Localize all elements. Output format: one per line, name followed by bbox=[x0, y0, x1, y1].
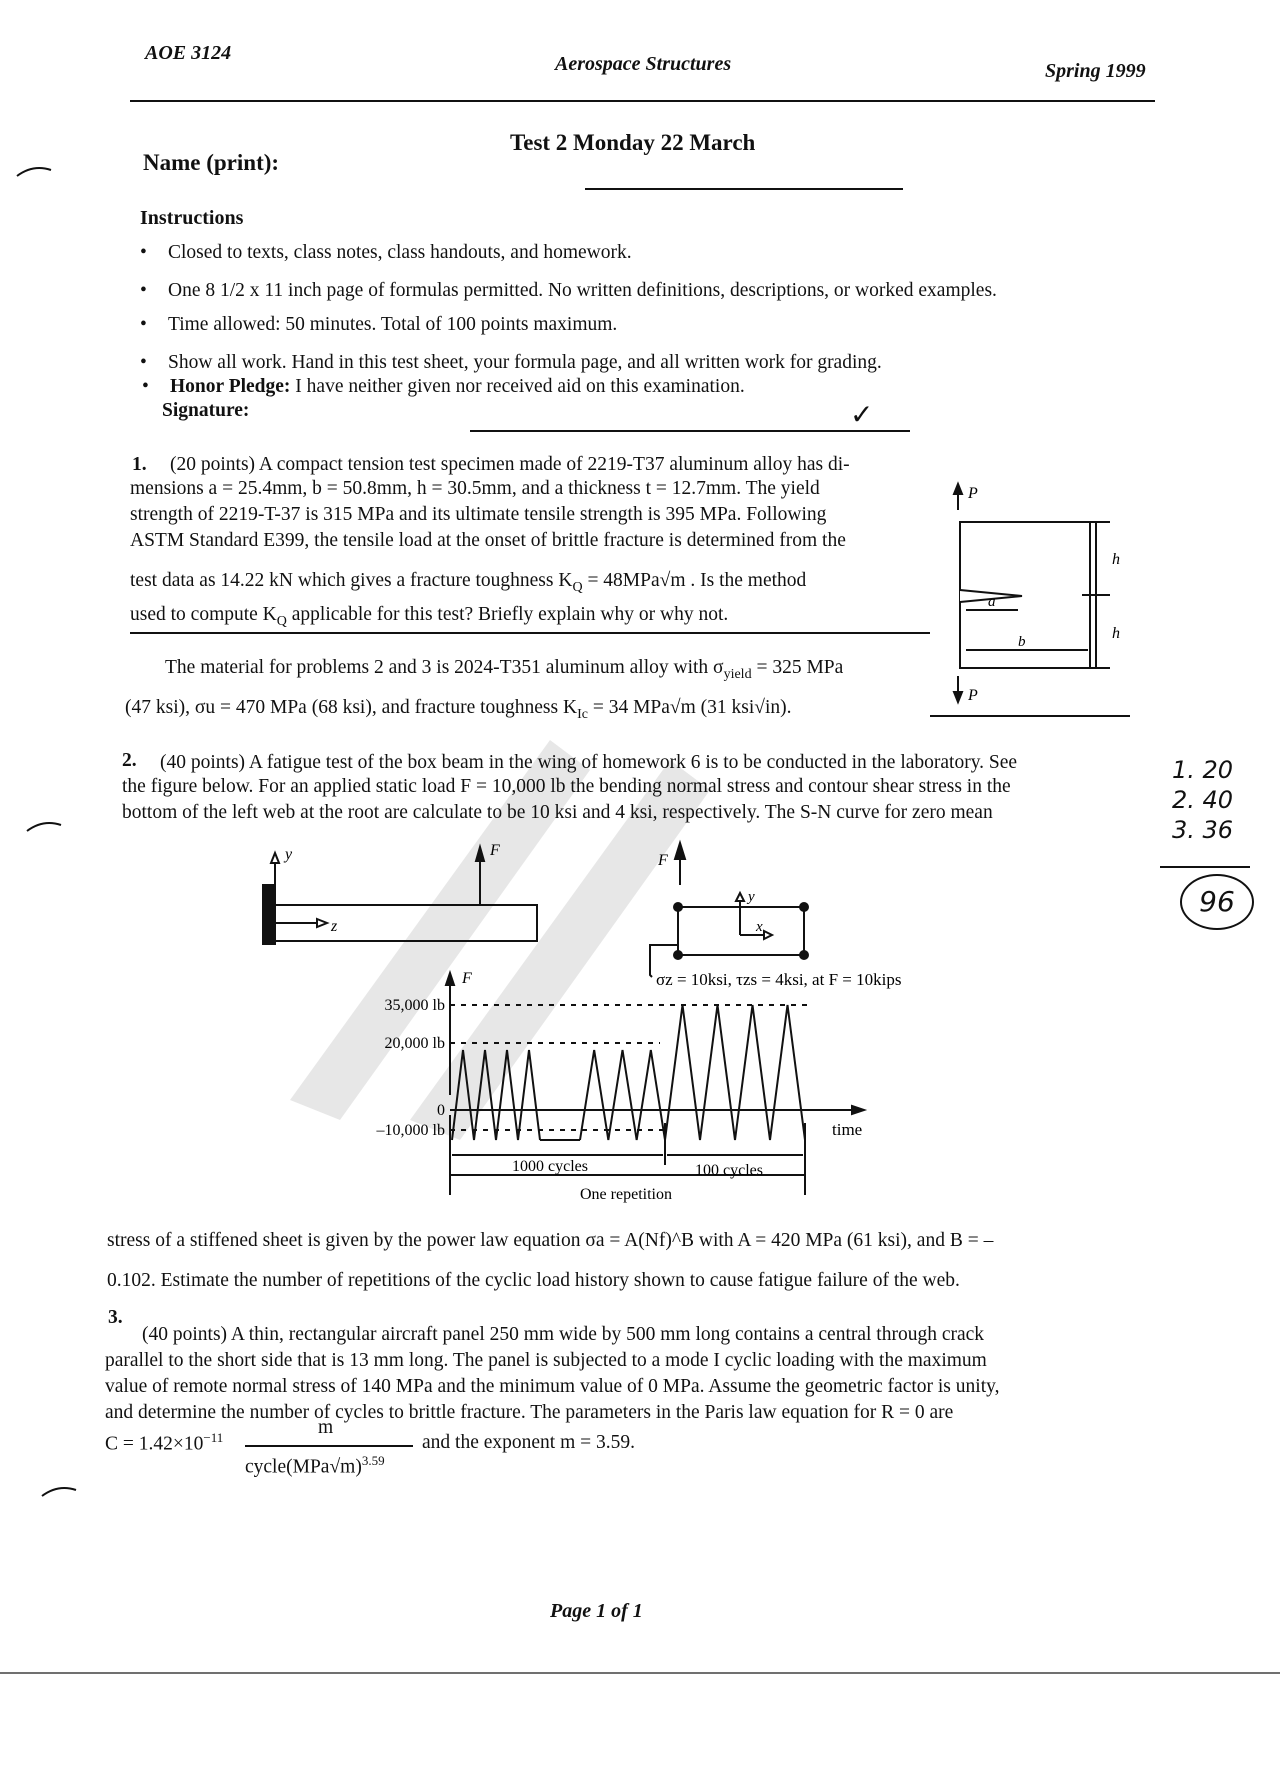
beam-z-label: z bbox=[331, 918, 338, 935]
h-label-upper: h bbox=[1112, 551, 1120, 568]
problem2-line: stress of a stiffened sheet is given by the power law equation σa = A(Nf)^B with A = 420 MPa (61 ksi), and B = – bbox=[107, 1230, 994, 1251]
level-label: 20,000 lb bbox=[384, 1035, 445, 1052]
problem1-line-kq bbox=[130, 568, 806, 601]
header-rule bbox=[130, 100, 1155, 102]
load-cycles-segment2 bbox=[665, 1005, 805, 1140]
section-f-label: F bbox=[658, 852, 668, 869]
margin-mark-icon bbox=[15, 160, 55, 180]
problem2-line: bottom of the left web at the root are calculate to be 10 ksi and 4 ksi, respectively. The S-N curve for zero mean bbox=[122, 802, 993, 823]
course-code: AOE 3124 bbox=[145, 42, 232, 64]
load-cycles-segment1a bbox=[452, 1050, 540, 1140]
c-text: C = 1.42×10 bbox=[105, 1433, 204, 1455]
problem2-number: 2. bbox=[122, 750, 137, 771]
grade-line: 1. 20 bbox=[1172, 756, 1234, 784]
margin-mark-icon bbox=[25, 815, 65, 835]
load-history-chart bbox=[340, 965, 900, 1205]
c-denominator bbox=[245, 1448, 385, 1481]
ct-specimen-figure bbox=[930, 480, 1130, 730]
segment2-label: 100 cycles bbox=[695, 1162, 763, 1179]
paris-c-label bbox=[105, 1425, 223, 1458]
level-label: 35,000 lb bbox=[384, 997, 445, 1014]
material-line2-rest: = 34 MPa√m (31 ksi√in). bbox=[587, 697, 792, 718]
page-footer: Page 1 of 1 bbox=[550, 1600, 643, 1622]
p-bottom-label: P bbox=[968, 687, 978, 704]
problem1-rule bbox=[130, 632, 930, 634]
material-note-line1 bbox=[165, 655, 843, 688]
problem1-number: 1. bbox=[132, 454, 147, 475]
yield-sub: yield bbox=[723, 666, 752, 682]
problem1-line-method bbox=[130, 602, 728, 635]
paris-tail: and the exponent m = 3.59. bbox=[422, 1432, 635, 1453]
load-wave bbox=[452, 1005, 805, 1140]
c-den-text: cycle(MPa√m) bbox=[245, 1456, 362, 1478]
c-exp: −11 bbox=[203, 1430, 224, 1445]
h-label-lower: h bbox=[1112, 625, 1120, 642]
stress-label: σz = 10ksi, τzs = 4ksi, at F = 10kips bbox=[656, 970, 902, 989]
name-line[interactable] bbox=[585, 188, 903, 190]
instruction-item: • Closed to texts, class notes, class handouts, and homework. bbox=[168, 240, 632, 266]
beam-y-label: y bbox=[285, 846, 293, 863]
kq-sub: Q bbox=[572, 579, 583, 595]
section-y-label: y bbox=[748, 889, 755, 905]
test-title: Test 2 Monday 22 March bbox=[510, 130, 756, 155]
kic-sub: Ic bbox=[577, 706, 588, 722]
instruction-item: • Time allowed: 50 minutes. Total of 100 points maximum. bbox=[168, 312, 617, 338]
scan-edge-line bbox=[0, 1672, 1280, 1674]
repetition-label: One repetition bbox=[580, 1186, 672, 1203]
grade-line: 2. 40 bbox=[1172, 786, 1234, 814]
c-numerator: m bbox=[318, 1417, 334, 1438]
problem1-line: (20 points) A compact tension test specimen made of 2219-T37 aluminum alloy has di- bbox=[170, 454, 850, 475]
course-subject: Aerospace Structures bbox=[555, 53, 732, 75]
material-line1b: = 325 MPa bbox=[751, 657, 844, 678]
grade-rule bbox=[1160, 866, 1250, 868]
kq-value: = 48MPa√m . Is the method bbox=[582, 570, 807, 591]
problem3-line: parallel to the short side that is 13 mm long. The panel is subjected to a mode I cyclic loading with the maximum bbox=[105, 1350, 987, 1371]
material-note-line2 bbox=[125, 695, 792, 728]
instruction-item: • Show all work. Hand in this test sheet, your formula page, and all written work for grading. bbox=[168, 350, 882, 376]
problem3-line: value of remote normal stress of 140 MPa and the minimum value of 0 MPa. Assume the geometric factor is unity, bbox=[105, 1376, 1000, 1397]
material-line2: (47 ksi), σu = 470 MPa (68 ksi), and fracture toughness K bbox=[125, 697, 578, 718]
load-axis-label: F bbox=[462, 970, 472, 987]
problem3-number: 3. bbox=[108, 1307, 123, 1328]
check-mark-icon: ✓ bbox=[850, 398, 874, 431]
margin-mark-icon bbox=[40, 1480, 80, 1500]
honor-text: I have neither given nor received aid on this examination. bbox=[295, 376, 745, 397]
problem3-line: (40 points) A thin, rectangular aircraft panel 250 mm wide by 500 mm long contains a central through crack bbox=[142, 1324, 985, 1345]
b-label: b bbox=[1018, 634, 1026, 650]
segment1-label: 1000 cycles bbox=[512, 1158, 588, 1175]
honor-label: Honor Pledge: bbox=[170, 376, 291, 397]
p-top-label: P bbox=[968, 485, 978, 502]
problem1-line: strength of 2219-T-37 is 315 MPa and its ultimate tensile strength is 395 MPa. Following bbox=[130, 504, 827, 525]
kq-sub2: Q bbox=[276, 613, 287, 629]
a-label: a bbox=[988, 594, 996, 610]
beam-f-label: F bbox=[490, 842, 500, 859]
wall-support bbox=[263, 885, 275, 945]
problem2-line: (40 points) A fatigue test of the box beam in the wing of homework 6 is to be conducted in the laboratory. See bbox=[160, 752, 1018, 773]
method-text: used to compute K bbox=[130, 604, 277, 625]
load-cycles-segment1b bbox=[580, 1050, 665, 1140]
problem1-line: ASTM Standard E399, the tensile load at the onset of brittle fracture is determined from the bbox=[130, 530, 846, 551]
signature-line[interactable] bbox=[470, 430, 910, 432]
c-den-exp: 3.59 bbox=[361, 1453, 385, 1468]
problem2-line: the figure below. For an applied static load F = 10,000 lb the bending normal stress and contour shear stress in the bbox=[122, 776, 1011, 797]
name-label: Name (print): bbox=[143, 150, 280, 175]
kq-text: test data as 14.22 kN which gives a fracture toughness K bbox=[130, 570, 573, 591]
level-label: 0 bbox=[437, 1102, 445, 1119]
cantilever-beam-figure bbox=[255, 835, 555, 945]
instructions-heading: Instructions bbox=[140, 207, 244, 229]
signature-label: Signature: bbox=[162, 400, 250, 421]
honor-pledge bbox=[170, 374, 745, 400]
grade-line: 3. 36 bbox=[1172, 816, 1234, 844]
problem1-line: mensions a = 25.4mm, b = 50.8mm, h = 30.5mm, and a thickness t = 12.7mm. The yield bbox=[130, 478, 820, 499]
material-line1a: The material for problems 2 and 3 is 2024-T351 aluminum alloy with σ bbox=[165, 657, 724, 678]
fraction-bar bbox=[245, 1445, 413, 1447]
problem2-line: 0.102. Estimate the number of repetitions of the cyclic load history shown to cause fatigue failure of the web. bbox=[107, 1270, 960, 1291]
instruction-item: • One 8 1/2 x 11 inch page of formulas permitted. No written definitions, descriptions, or worked examples. bbox=[168, 278, 997, 304]
term: Spring 1999 bbox=[1045, 60, 1146, 82]
section-x-label: x bbox=[756, 919, 763, 935]
level-label: –10,000 lb bbox=[376, 1122, 445, 1139]
problem3-line: and determine the number of cycles to brittle fracture. The parameters in the Paris law equation for R = 0 are bbox=[105, 1402, 954, 1423]
total-score: 96 bbox=[1180, 874, 1254, 930]
time-axis-label: time bbox=[832, 1120, 863, 1139]
method-rest: applicable for this test? Briefly explain why or why not. bbox=[286, 604, 729, 625]
